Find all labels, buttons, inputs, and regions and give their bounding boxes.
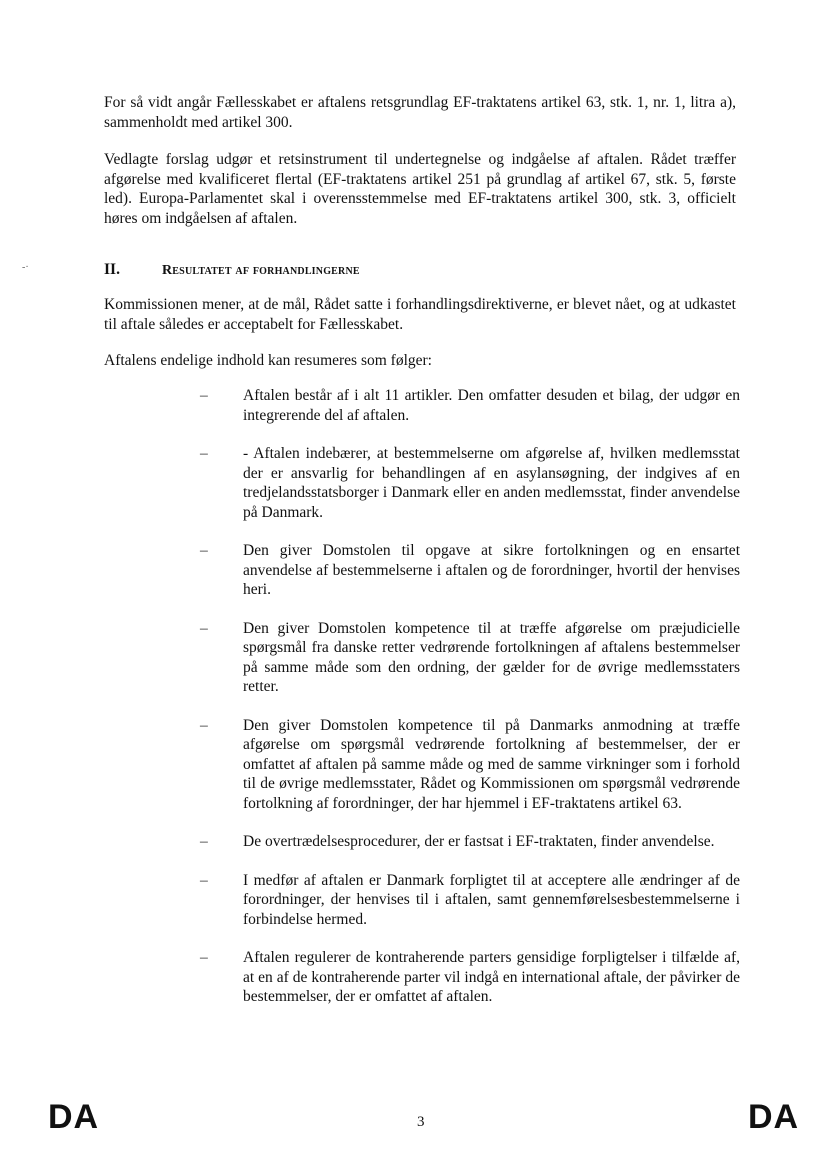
list-item-text: De overtrædelsesprocedurer, der er fastsat i EF-traktaten, finder anvendelse. (243, 833, 715, 850)
list-item (200, 386, 740, 425)
dash-bullet: – (200, 387, 208, 404)
list-item (200, 832, 740, 852)
paragraph-legal-basis: For så vidt angår Fællesskabet er aftalens retsgrundlag EF-traktatens artikel 63, stk. 1, nr. 1, litra a), sammenholdt med artikel 300. (104, 94, 736, 131)
dash-bullet: – (200, 542, 208, 559)
list-item (200, 444, 740, 522)
section-heading (104, 261, 360, 279)
dash-bullet: – (200, 716, 208, 734)
paragraph-summary-intro: Aftalens endelige indhold kan resumeres som følger: (104, 352, 432, 369)
dash-bullet: – (200, 445, 208, 462)
section-number: II. (104, 261, 120, 278)
list-item-text: I medfør af aftalen er Danmark forpligtet til at acceptere alle ændringer af de forordninger, der henvises til i aftalen, samt gennemførelsesbestemmelserne i forbindelse hermed. (243, 871, 740, 928)
margin-mark: -· (22, 262, 29, 273)
dash-bullet: – (200, 871, 208, 889)
list-item (200, 541, 740, 600)
language-code-right: DA (748, 1098, 800, 1136)
list-item (200, 716, 740, 814)
list-item (200, 871, 740, 930)
list-item-text: Den giver Domstolen kompetence til at træffe afgørelse om præjudicielle spørgsmål fra danske retter vedrørende fortolkningen af aftalens bestemmelser på samme måde som den ordning, der gælder for de øvrige medlemsstaters retter. (243, 619, 740, 695)
language-code-left: DA (48, 1098, 100, 1136)
section-title: Resultatet af forhandlingerne (162, 263, 360, 278)
dash-bullet: – (200, 949, 208, 966)
dash-bullet: – (200, 833, 208, 850)
list-item (200, 948, 740, 1007)
list-item-text: Den giver Domstolen til opgave at sikre fortolkningen og en ensartet anvendelse af bestemmelserne i aftalen og de forordninger, hvortil der henvises heri. (243, 542, 740, 598)
list-item (200, 619, 740, 697)
list-item-text: - Aftalen indebærer, at bestemmelserne om afgørelse af, hvilken medlemsstat der er ansvarlig for behandlingen af en asylansøgning, der indgives af en tredjelandsstatsborger i Danmark eller en anden medlemsstat, finder anvendelse på Danmark. (243, 445, 740, 521)
page-number: 3 (417, 1114, 425, 1130)
list-item-text: Aftalen regulerer de kontraherende parters gensidige forpligtelser i tilfælde af, at en af de kontraherende parter vil indgå en international aftale, der påvirker de bestemmelser, der er omfattet af aftalen. (243, 949, 740, 1005)
paragraph-proposal: Vedlagte forslag udgør et retsinstrument til undertegnelse og indgåelse af aftalen. Rådet træffer afgørelse med kvalificeret flertal (EF-traktatens artikel 251 på grundlag af artikel 67, stk. 5, første led). Europa-Parlamentet skal i overensstemmelse med EF-traktatens artikel 300, stk. 3, officielt høres om indgåelsen af aftalen. (104, 151, 736, 227)
summary-list (200, 386, 740, 1026)
list-item-text: Aftalen består af i alt 11 artikler. Den omfatter desuden et bilag, der udgør en integrerende del af aftalen. (243, 387, 740, 424)
dash-bullet: – (200, 619, 208, 637)
list-item-text: Den giver Domstolen kompetence til på Danmarks anmodning at træffe afgørelse om spørgsmål vedrørende fortolkning af bestemmelser, der er omfattet af aftalen på samme måde og med de samme virkninger som i forhold til de øvrige medlemsstater, Rådet og Kommissionen om spørgsmål vedrørende fortolkning af forordninger, der har hjemmel i EF-traktatens artikel 63. (243, 716, 740, 812)
paragraph-commission-opinion: Kommissionen mener, at de mål, Rådet satte i forhandlingsdirektiverne, er blevet nået, og at udkastet til aftale således er acceptabelt for Fællesskabet. (104, 296, 736, 333)
